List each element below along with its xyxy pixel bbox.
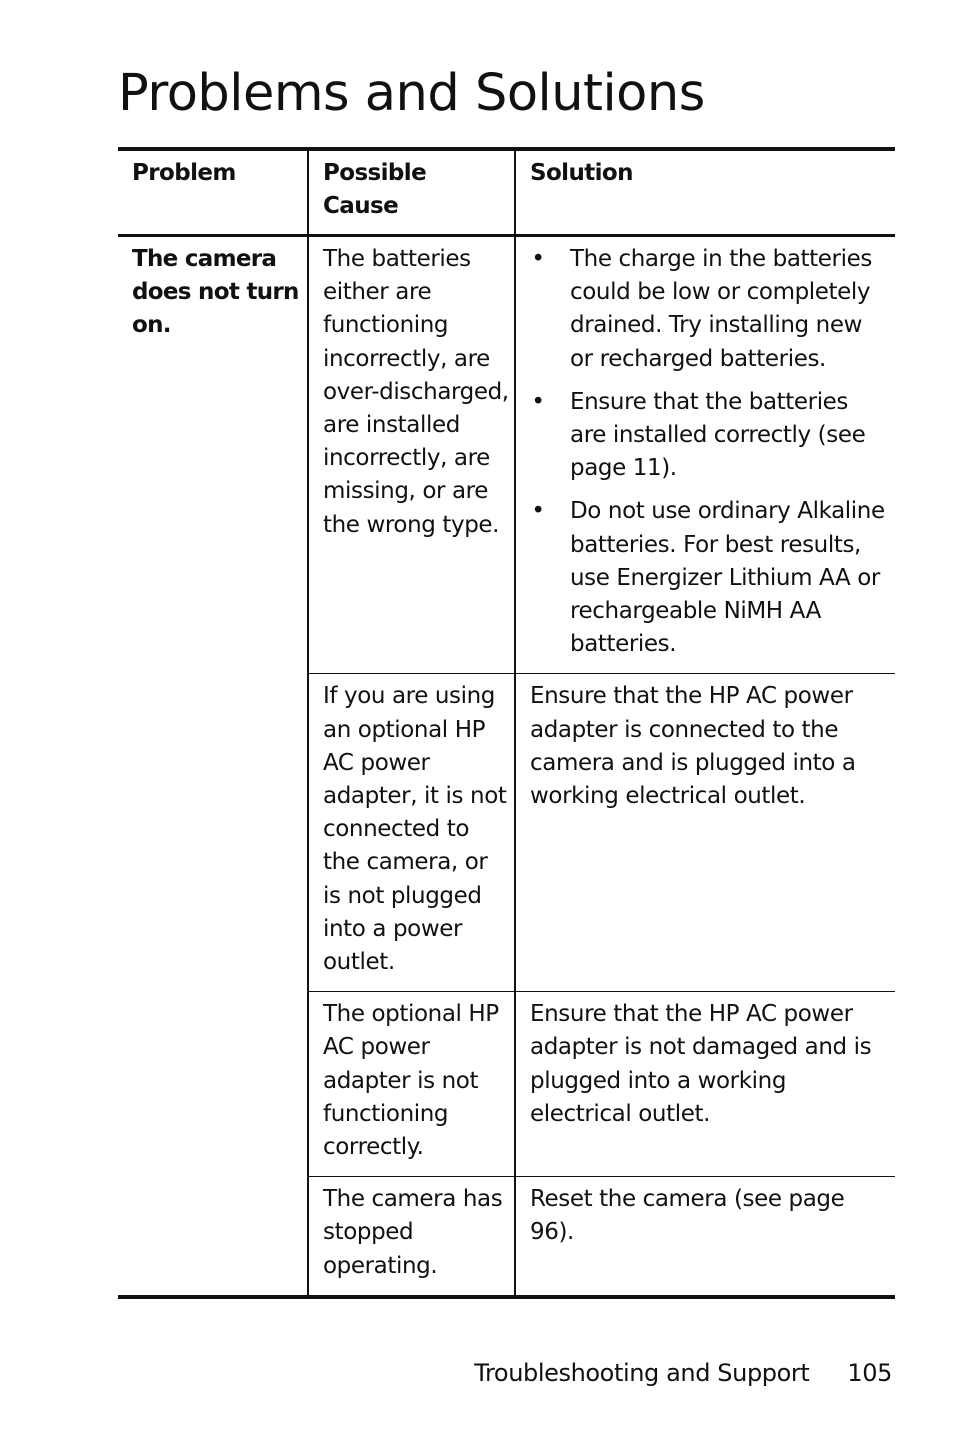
solution-item-text: The charge in the batteries could be low or completely drained. Try installing new or recharged batteries. — [570, 246, 872, 372]
solution-list-item — [530, 386, 887, 486]
table-header-row — [118, 149, 895, 236]
page-title: Problems and Solutions — [118, 64, 705, 123]
header-solution: Solution — [515, 149, 895, 236]
solution-list — [530, 243, 887, 661]
solution-cell — [515, 236, 895, 674]
solution-item-text: Ensure that the batteries are installed correctly (see page 11). — [570, 388, 866, 482]
solution-list-item — [530, 495, 887, 661]
table-row — [118, 236, 895, 674]
page-footer — [474, 1356, 892, 1390]
header-problem: Problem — [118, 149, 308, 236]
cause-cell: The camera has stopped operating. — [308, 1177, 515, 1297]
header-possible-cause: Possible Cause — [308, 149, 515, 236]
bullet-icon: • — [531, 388, 545, 415]
problem-cell: The camera does not turn on. — [132, 246, 299, 339]
cause-cell: The batteries either are functioning incorrectly, are over-discharged, are installed incorrectly, are missing, or are the wrong type. — [308, 236, 515, 674]
solution-cell: Reset the camera (see page 96). — [515, 1177, 895, 1297]
cause-cell: If you are using an optional HP AC power adapter, it is not connected to the camera, or is not plugged into a power outlet. — [308, 674, 515, 992]
solution-cell: Ensure that the HP AC power adapter is not damaged and is plugged into a working electrical outlet. — [515, 992, 895, 1177]
bullet-icon: • — [531, 498, 545, 525]
cause-cell: The optional HP AC power adapter is not functioning correctly. — [308, 992, 515, 1177]
solution-item-text: Do not use ordinary Alkaline batteries. For best results, use Energizer Lithium AA or rechargeable NiMH AA batteries. — [570, 498, 885, 658]
footer-section-title: Troubleshooting and Support — [474, 1359, 810, 1387]
problems-solutions-table — [118, 147, 895, 1299]
solution-list-item — [530, 243, 887, 376]
page-number: 105 — [847, 1359, 892, 1387]
bullet-icon: • — [531, 246, 545, 272]
solution-cell: Ensure that the HP AC power adapter is connected to the camera and is plugged into a working electrical outlet. — [515, 674, 895, 992]
